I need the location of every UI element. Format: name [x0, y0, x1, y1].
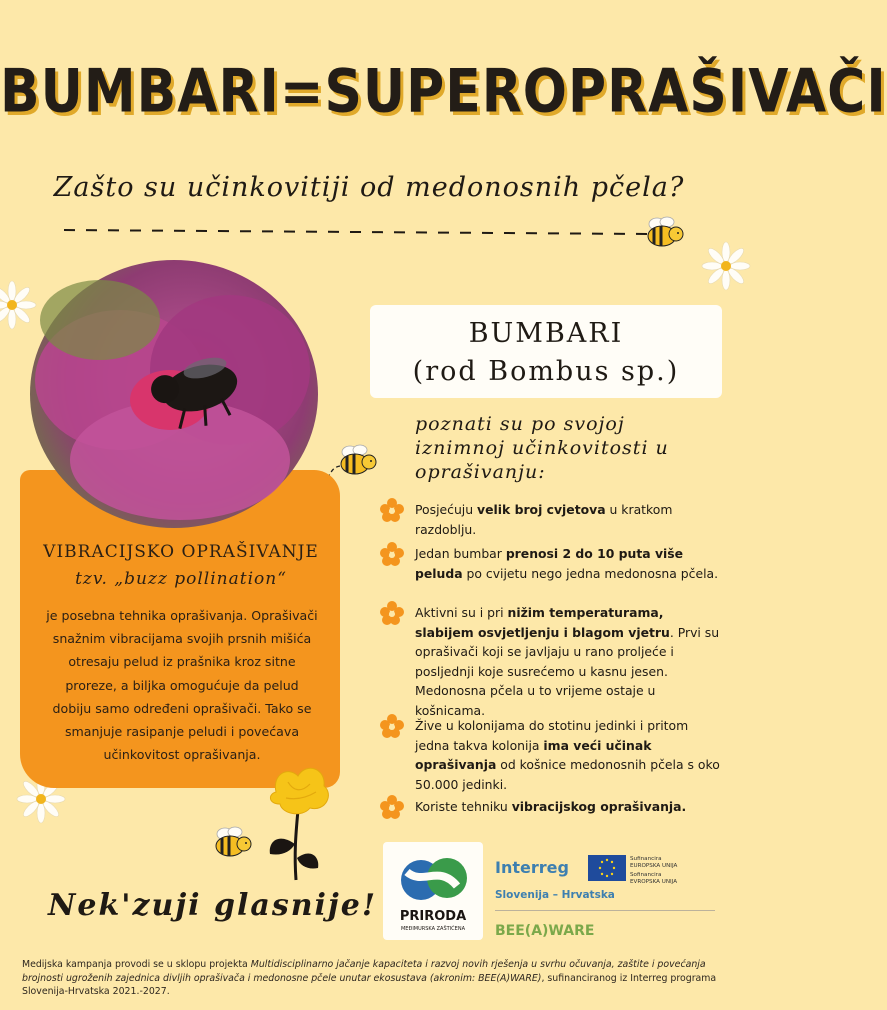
priroda-logo-mark: [383, 842, 483, 940]
vibration-body: je posebna tehnika oprašivanja. Oprašivači snažnim vibracijama svojih prsnih mišića otresaju pelud iz prašnika kroz sitne proreze, a biljka omogućuje da pelud dobiju samo određeni oprašivači. Tako se smanjuje rasipanje peludi i povećava učinkovitost oprašivanja.: [46, 608, 318, 763]
page-subtitle: Zašto su učinkovitiji od medonosnih pčela?: [53, 172, 685, 203]
priroda-logo: [383, 842, 483, 940]
vibration-title: VIBRACIJSKO OPRAŠIVANJE: [43, 542, 319, 562]
orange-flower-icon: [380, 498, 404, 522]
orange-flower-icon: [380, 714, 404, 738]
logo-divider: [495, 910, 715, 911]
dashed-divider: [62, 222, 652, 242]
orange-flower-icon: [380, 601, 404, 625]
orange-flower-icon: [380, 795, 404, 819]
interreg-region: Slovenija – Hrvatska: [495, 889, 615, 901]
beeaware-logo: BEE(A)WARE: [495, 923, 595, 939]
orange-flower-icon: [380, 542, 404, 566]
eu-flag-icon: [588, 855, 626, 881]
footer-note: Medijska kampanja provodi se u sklopu projekta Multidisciplinarno jačanje kapaciteta i razvoj novih rješenja u svrhu očuvanja, zaštite i povećanja brojnosti ugroženih zajednica divljih oprašivača i medonosne pčele unutar ekosustava (akronim: BEE(A)WARE), sufinanciranog iz Interreg programa Slovenija-Hrvatska 2021.-2027.: [22, 959, 717, 998]
eu-cofunding-text: Sufinancira EUROPSKA UNIJA Sofinancira EVROPSKA UNIJA: [630, 856, 678, 885]
daisy-icon: [698, 236, 738, 296]
bullet-text: Posjećuju velik broj cvjetova u kratkom razdoblju.: [415, 502, 673, 537]
bee-icon: [640, 212, 690, 252]
vibration-subtitle: tzv. „buzz pollination“: [75, 569, 287, 589]
page-title: BUMBARI=SUPEROPRAŠIVAČI: [0, 57, 887, 127]
bumbari-intro: poznati su po svojoj iznimnoj učinkovitosti u oprašivanju:: [415, 413, 669, 483]
priroda-text: PRIRODA: [399, 909, 467, 924]
bumbari-title: BUMBARI: [468, 318, 624, 349]
interreg-logo: Interreg: [495, 858, 569, 877]
priroda-subtext: MEĐIMURSKA ZAŠTIĆENA: [400, 926, 466, 932]
bullet-text: Koriste tehniku vibracijskog oprašivanja.: [415, 799, 687, 814]
slogan: Nek'zuji glasnije!: [48, 888, 378, 923]
bullet-text: Žive u kolonijama do stotinu jedinki i pritom jedna takva kolonija ima veći učinak oprašivanja od košnice medonosnih pčela s oko 50.000 jedinki.: [415, 718, 720, 792]
flower-icon: [258, 762, 338, 882]
bullet-text: Aktivni su i pri nižim temperaturama, slabijem osvjetljenju i blagom vjetru. Prvi su oprašivači koji se javljaju u rano proljeće i posljednji koje susrećemo u kasnu jesen. Medonosna pčela u to vrijeme ostaje u košnicama.: [415, 605, 720, 718]
bumbari-subtitle: (rod Bombus sp.): [412, 356, 680, 387]
bumblebee-flower-photo: [30, 260, 318, 528]
bee-icon: [208, 822, 258, 862]
bullet-text: Jedan bumbar prenosi 2 do 10 puta više peluda po cvijetu nego jedna medonosna pčela.: [415, 546, 719, 581]
